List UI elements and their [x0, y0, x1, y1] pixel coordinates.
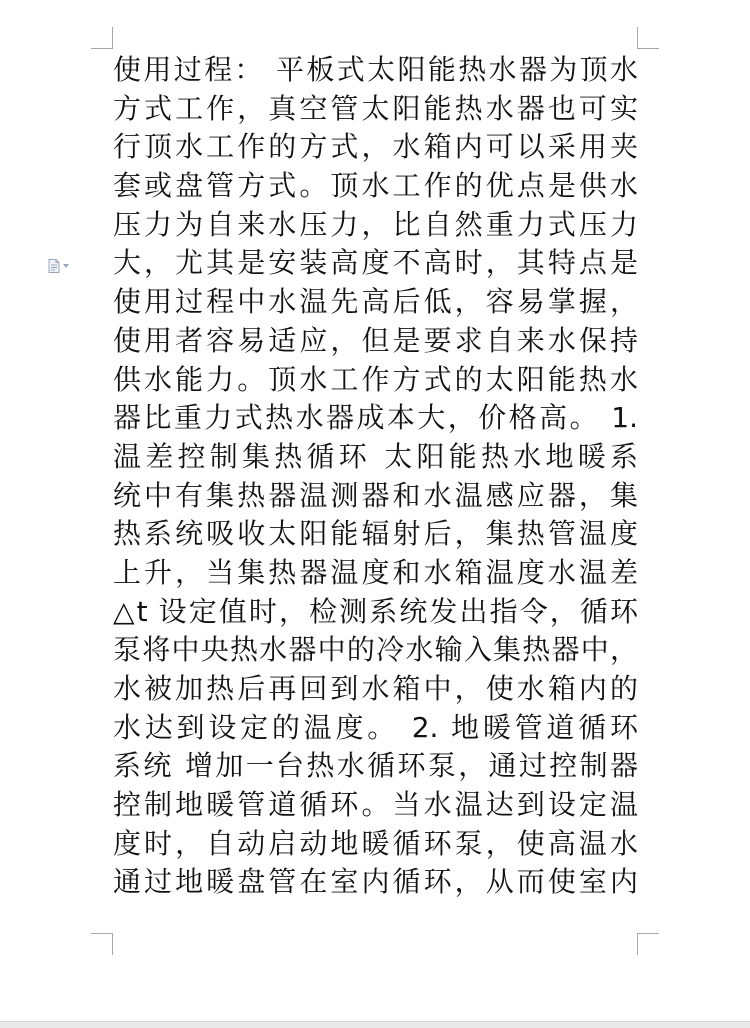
text-line: 套或盘管方式。顶水工作的优点是供水	[113, 169, 638, 203]
paragraph-marker-button[interactable]	[48, 259, 74, 273]
crop-mark-top-left-h	[91, 48, 113, 49]
chevron-down-icon	[63, 264, 69, 268]
text-line: 器比重力式热水器成本大，价格高。 1.	[113, 401, 638, 435]
text-line: 使用过程： 平板式太阳能热水器为顶水	[113, 53, 638, 86]
crop-mark-top-right-h	[637, 48, 659, 49]
text-line: 大，尤其是安装高度不高时，其特点是	[113, 246, 638, 280]
text-line: 温差控制集热循环 太阳能热水地暖系	[113, 439, 638, 473]
crop-mark-top-left-v	[112, 27, 113, 49]
text-line: 水被加热后再回到水箱中，使水箱内的	[113, 672, 638, 705]
text-line: 行顶水工作的方式，水箱内可以采用夹	[113, 130, 638, 164]
crop-mark-bottom-left-h	[91, 933, 113, 934]
text-line: 泵将中央热水器中的冷水输入集热器中，	[113, 633, 638, 667]
crop-mark-bottom-left-v	[112, 933, 113, 955]
text-line: 系统 增加一台热水循环泵，通过控制器	[113, 749, 638, 783]
text-line: 供水能力。顶水工作方式的太阳能热水	[113, 362, 638, 396]
text-line: 水达到设定的温度。 2. 地暖管道循环	[113, 710, 638, 744]
document-icon	[48, 259, 60, 273]
text-line: 控制地暖管道循环。当水温达到设定温	[113, 788, 638, 822]
text-line: 上升，当集热器温度和水箱温度水温差	[113, 555, 638, 589]
text-line: 方式工作，真空管太阳能热水器也可实	[113, 91, 638, 125]
crop-mark-bottom-right-h	[637, 933, 659, 934]
text-line: 使用过程中水温先高后低，容易掌握，	[113, 285, 638, 319]
text-line: 度时，自动启动地暖循环泵，使高温水	[113, 826, 638, 860]
text-line: 热系统吸收太阳能辐射后，集热管温度	[113, 517, 638, 551]
crop-mark-bottom-right-v	[637, 933, 638, 955]
text-line: 统中有集热器温测器和水温感应器，集	[113, 478, 638, 512]
document-body-text	[113, 51, 638, 902]
text-line: 通过地暖盘管在室内循环，从而使室内	[113, 865, 638, 899]
text-line: 压力为自来水压力，比自然重力式压力	[113, 207, 638, 241]
crop-mark-top-right-v	[637, 27, 638, 49]
text-line: △t 设定值时，检测系统发出指令，循环	[113, 594, 638, 628]
text-line: 使用者容易适应，但是要求自来水保持	[113, 323, 638, 357]
